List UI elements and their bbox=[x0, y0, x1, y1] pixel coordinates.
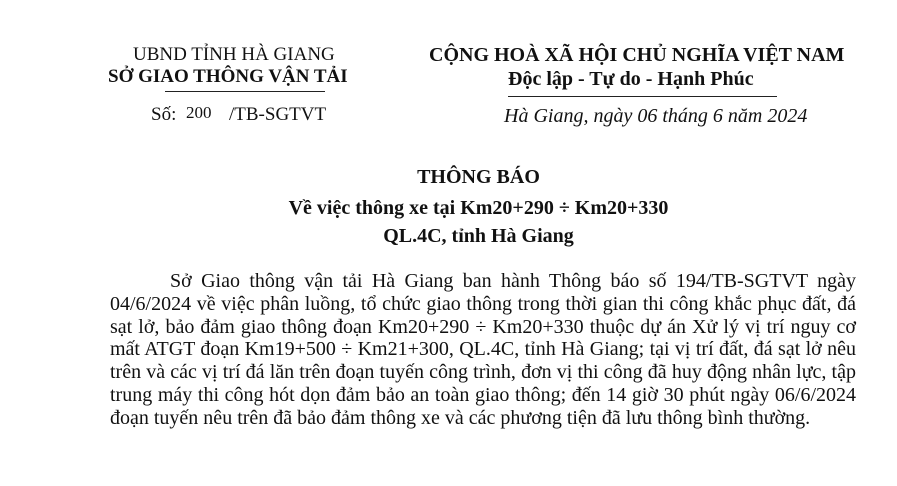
national-motto: Độc lập - Tự do - Hạnh Phúc bbox=[508, 68, 754, 90]
right-header-divider bbox=[508, 96, 777, 97]
document-subject-line-1: Về việc thông xe tại Km20+290 ÷ Km20+330 bbox=[288, 197, 669, 219]
place-and-date: Hà Giang, ngày 06 tháng 6 năm 2024 bbox=[504, 105, 808, 127]
document-number-value: 200 bbox=[186, 103, 212, 122]
document-heading: THÔNG BÁO bbox=[417, 166, 540, 188]
document-number-label: Số: bbox=[151, 104, 177, 125]
left-header-divider bbox=[165, 91, 325, 92]
document-number-suffix: /TB-SGTVT bbox=[229, 104, 327, 125]
issuing-authority: UBND TỈNH HÀ GIANG bbox=[133, 44, 335, 65]
document-subject-line-2: QL.4C, tỉnh Hà Giang bbox=[383, 225, 574, 247]
national-title: CỘNG HOÀ XÃ HỘI CHỦ NGHĨA VIỆT NAM bbox=[429, 44, 845, 66]
body-paragraph: Sở Giao thông vận tải Hà Giang ban hành Thông báo số 194/TB-SGTVT ngày 04/6/2024 về việc phân luồng, tổ chức giao thông trong thời gian thi công khắc phục đất, đá sạt lở, bảo đảm giao thông đoạn Km20+290 ÷ Km20+330 thuộc dự án Xử lý vị trí nguy cơ mất ATGT đoạn Km19+500 ÷ Km21+300, QL.4C, tỉnh Hà Giang; tại vị trí đất, đá sạt lở nêu trên và các vị trí đá lăn trên đoạn tuyến công trình, đơn vị thi công đã huy động nhân lực, tập trung máy thi công hót dọn đảm bảo an toàn giao thông; đến 14 giờ 30 phút ngày 06/6/2024 đoạn tuyến nêu trên đã bảo đảm thông xe và các phương tiện đã lưu thông bình thường. bbox=[110, 270, 856, 429]
issuing-department: SỞ GIAO THÔNG VẬN TẢI bbox=[108, 66, 348, 87]
